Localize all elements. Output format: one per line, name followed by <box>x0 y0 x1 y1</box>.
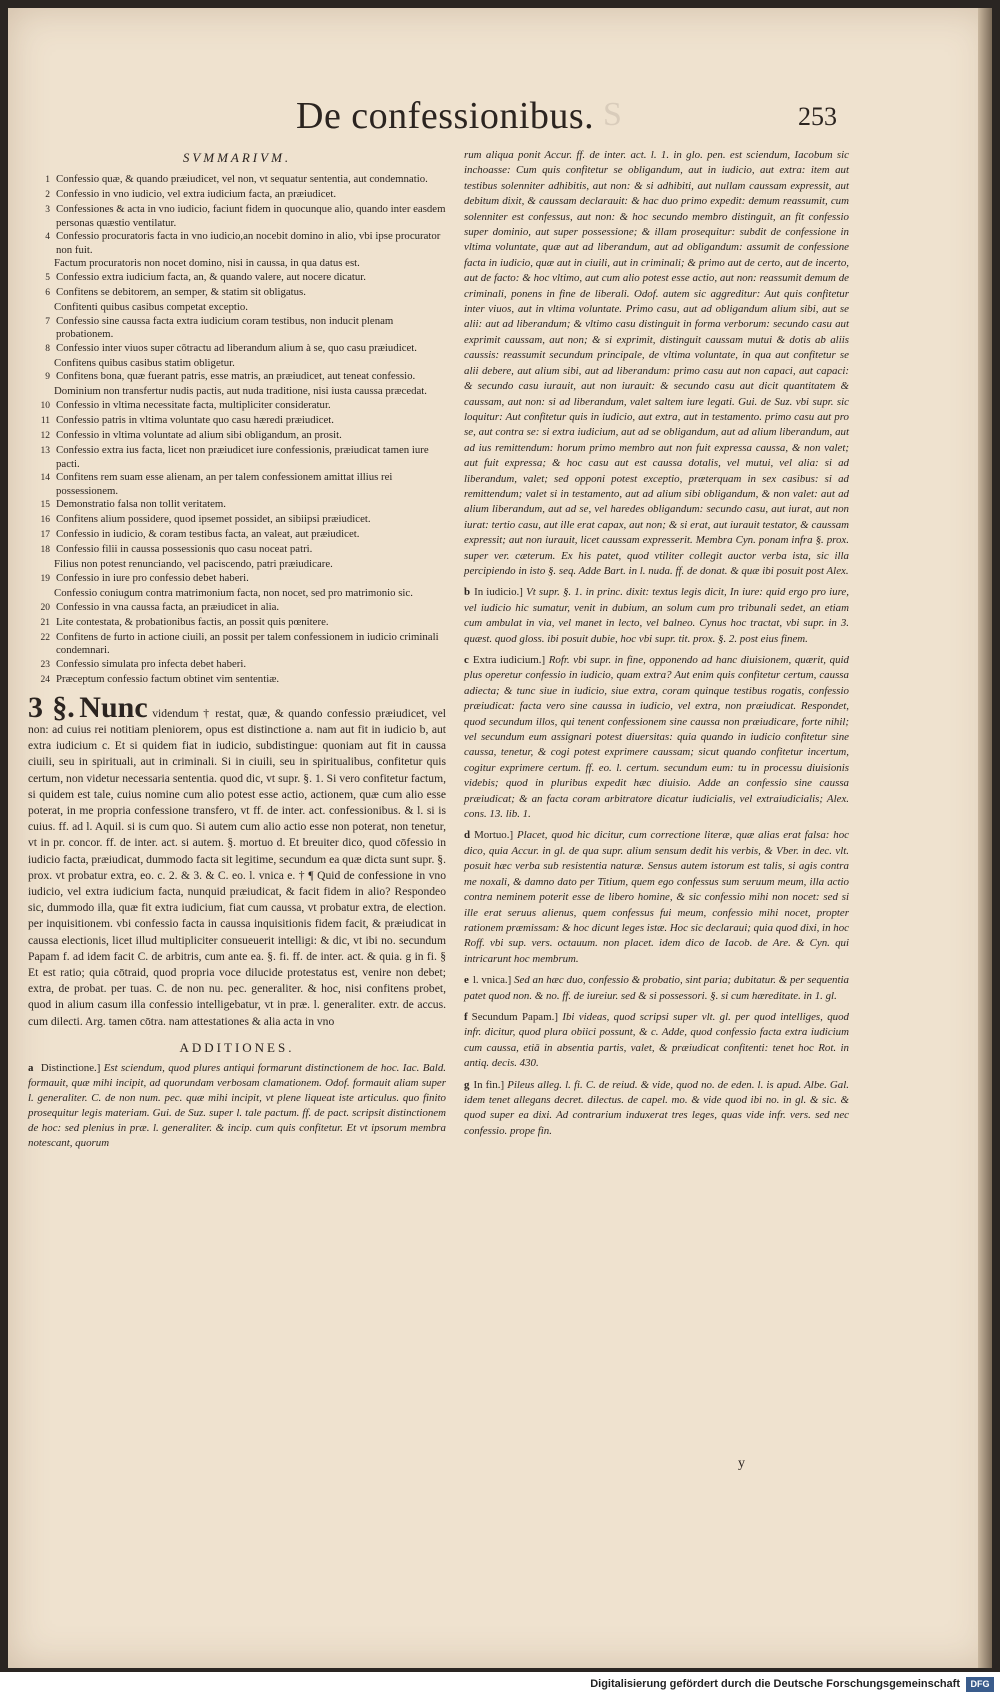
summary-item-number: 5 <box>45 272 50 283</box>
right-column <box>464 148 849 1139</box>
summary-item-number: 10 <box>40 400 50 411</box>
summary-item-text: Demonstratio falsa non tollit veritatem. <box>56 498 227 511</box>
summary-item-text: Confessio procuratoris facta in vno iudicio,an nocebit domino in alio, vbi ipse procurator non fuit. <box>56 230 441 256</box>
page-number: 253 <box>798 102 837 131</box>
summary-item-number: 13 <box>40 445 50 456</box>
summary-item-text: Confitens bona, quæ fuerant patris, esse matris, an præiudicet, aut teneat confessio. <box>56 370 416 383</box>
summary-item-number: 7 <box>45 316 50 327</box>
summary-title: SVMMARIVM. <box>182 150 292 165</box>
summary-item <box>28 286 446 301</box>
summary-item-number: 2 <box>45 190 50 200</box>
summary-item <box>28 498 446 513</box>
summary-subitem: Confessio coniugum contra matrimonium facta, non nocet, sed pro matrimonio sic. <box>54 586 413 599</box>
summary-item-text: Confitens alium possidere, quod ipsemet possidet, an sibiipsi præiudicet. <box>56 513 371 526</box>
summary-item <box>28 658 446 673</box>
page-header <box>8 92 992 142</box>
summary-item-text: Confessio quæ, & quando præiudicet, vel non, vt sequatur sententia, aut condemnatio. <box>56 173 428 185</box>
summary-item-text: Lite contestata, & probationibus factis, an possit quis pœnitere. <box>56 615 329 628</box>
page-title: De confessionibus. <box>296 95 595 137</box>
summary-item <box>28 601 446 616</box>
addition-note <box>28 1061 446 1151</box>
summary-item-text: Confessio in iure pro confessio debet haberi. <box>56 571 249 584</box>
summary-item-number: 3 <box>45 205 50 215</box>
footer-bar <box>0 1672 1000 1699</box>
note-text: Vt supr. §. 1. in princ. dixit: textus legis dicit, In iure: quid ergo pro iure, vel iudicio hic sumatur, venit in dubium, an solum cum pro tribunali sedet, an etiam cum ambulat in via, vel manet in lecto, vel balneo. Cynus hoc tractat, vbi supr. in 3. quæst. quod gloss. ibi posuit dubie, hoc vbi supr. tit. prox. §. 2. post eius finem. <box>464 586 849 645</box>
summary-item <box>28 414 446 429</box>
note-lemma: Distinctione.] <box>40 1061 101 1074</box>
note-lemma: In fin.] <box>473 1078 505 1091</box>
summary-subitem: Factum procuratoris non nocet domino, nisi in caussa, in qua datus est. <box>54 257 360 270</box>
summary-item <box>28 631 446 658</box>
note-lemma: Mortuo.] <box>474 829 514 842</box>
opening-word: Nunc <box>79 690 148 724</box>
note-lemma: Secundum Papam.] <box>471 1010 558 1023</box>
note-marker: a <box>28 1061 34 1074</box>
main-body: videndum † restat, quæ, & quando confessio præiudicet, vel non: ad cuius rei notitiam pleniorem, opus est distinctione a. nam aut fit in iudicio b, aut extra iudicium c. Et si quidem fiat in iudicio, subdistingue: quoniam aut fit in caussa ciuili, seu in spirituali, aut in criminali. Si in ciuili, seu in spiritualibus, confitetur quis certum, non videtur necessaria sententia. quod dic, vt supr. §. 1. Si vero confitetur factum, si quidem est tale, cuius nomine cum alio potest esse actio, actionem, quæ cum alio esse poterat, in me propria confessione transfero, vt ff. de inter. act. confessionibus. & l. si is cuius. ff. ad l. Aquil. si is cum quo. Si autem cum alio actio esse non poterat, non tenetur, vt in pr. concor. ff. de inter. act. si autem. §. mortuo d. Et breuiter dico, quod cōfessio in iudicio facta, præiudicat, dummodo facta sit legitime, secundum ea quæ dicta sunt supr. §. prox. vt probatur extra, eo. c. 2. & 3. & C. eo. l. vnica e. † ¶ Quid de confessione in vno iudicio, vel extra iudicium facta, nunquid præiudicat, & facit fidem in alio? Respondeo sic, dummodo illa, quæ fit extra iudicium, fiat cum caussa, vt probatur extra, de election. per inquisitionem. vbi confessio facta in caussa inquisitionis fidem facit, & præiudicat in caussa electionis, licet illud multipliciter consueuerit intelligi: & dic, vt ibi no. secundum Papam f. ad idem facit C. de arbitris, cum ante ea. §. fi. ff. de inter. act. & quia. g in fi. § Et est ratio; quia cōtraid, quod propria voce dilucide protestatus est, venire non debet; extra, de probat. per tuas. C. de non nu. pec. generaliter. & hoc, nisi confitens probet, quod in alium casum illa confessio intelligebatur, vt in præ. l. generaliter. extr. de accus. cum dilecti. Arg. tamen cōtra. nam attestationes & alia acta in vno <box>28 706 446 1028</box>
summary-item-number: 19 <box>40 573 50 584</box>
summary-list <box>28 173 446 688</box>
summary-subitem: Confitens quibus casibus statim obligetur. <box>54 356 235 369</box>
summary-item <box>28 429 446 444</box>
summary-item-text: Confessio inter viuos super cōtractu ad liberandum alium à se, quo casu præiudicet. <box>56 341 418 354</box>
book-spine <box>978 8 992 1668</box>
note-marker: g <box>464 1078 470 1091</box>
summary-item-text: Confessio in vno iudicio, vel extra iudicium facta, an præiudicet. <box>56 188 337 200</box>
summary-item <box>28 271 446 286</box>
summary-item-text: Confessio filii in caussa possessionis quo casu noceat patri. <box>56 543 313 556</box>
commentary-note <box>464 1010 849 1072</box>
summary-item-number: 4 <box>45 232 50 243</box>
summary-item-number: 17 <box>40 530 50 541</box>
summary-item-number: 12 <box>40 430 50 441</box>
summary-item-number: 11 <box>40 415 50 426</box>
summary-item-number: 6 <box>45 287 50 298</box>
summary-item <box>28 230 446 257</box>
summary-item-text: Confessiones & acta in vno iudicio, faciunt fidem in quocunque alio, quando inter easdem personas quæstio ventilatur. <box>56 203 446 229</box>
summary-item <box>28 342 446 357</box>
summary-item-text: Confitens rem suam esse alienam, an per talem confessionem amittat illius rei possessionem. <box>56 471 393 497</box>
summary-item-number: 23 <box>40 659 50 670</box>
dfg-logo: DFG <box>966 1677 994 1692</box>
summary-item-text: Confessio patris in vltima voluntate quo casu hæredi præiudicet. <box>56 413 334 426</box>
note-text: Pileus alleg. l. fi. C. de reiud. & vide, quod no. de eden. l. is apud. Albe. Gal. idem tenet allegans decret. dilectus. de capel. mo. & vide quod ibi no. in gl. & sic. & quod super ea dixi. Ad contrarium induxerat tres leges, quas vide infr. vers. sed nec confessio. prope fin. <box>464 1078 849 1137</box>
summary-item-number: 9 <box>45 372 50 383</box>
note-marker: b <box>464 586 471 599</box>
note-lemma: Extra iudicium.] <box>472 654 546 666</box>
summary-item-text: Præceptum confessio factum obtinet vim sententiæ. <box>56 672 280 685</box>
summary-item-text: Confessio extra iudicium facta, an, & quando valere, aut nocere dicatur. <box>56 270 366 283</box>
main-text <box>28 690 446 1030</box>
summary-item <box>28 543 446 558</box>
summary-item-number: 8 <box>45 343 50 354</box>
section-mark: 3 §. <box>28 690 75 724</box>
note-marker: c <box>464 654 469 666</box>
summary-item-number: 24 <box>40 674 50 685</box>
note-text: Est sciendum, quod plures antiqui formarunt distinctionem de hoc. Iac. Bald. formauit, quæ mihi incipit, ad quorundam verbosam clamationem. Odof. formauit aliam super l. generaliter. C. de non num. pec. quæ mihi incipit, vt plene liqueat iste articulus. quo finito prosequitur legis materiam. Gui. de Suz. super l. tale pactum. ff. de pact. scripsit distinctionem de hoc: sed plenius in præ. l. generaliter. & incip. cum quis confitetur. Et vt ipsorum membra notescant, quorum <box>28 1061 446 1149</box>
summary-item-number: 22 <box>40 632 50 643</box>
note-text: Ibi videas, quod scripsi super vlt. gl. per quod intelliges, quod infr. dicitur, quod plura obiici possunt, & c. Adde, quod confessio facta extra iudicium cum caussa, etiā in absentia partis, valet, & præiudicat confitenti: tenet hoc Rot. in antiq. decis. 430. <box>464 1010 849 1070</box>
summary-item-number: 14 <box>40 473 50 484</box>
summary-item-number: 21 <box>40 617 50 628</box>
summary-item <box>28 471 446 498</box>
note-lemma: In iudicio.] <box>474 586 523 599</box>
notes-list <box>464 585 849 1139</box>
commentary-note <box>464 828 849 967</box>
summary-item-number: 20 <box>40 602 50 613</box>
summary-item-number: 15 <box>40 500 50 511</box>
summary-item <box>28 370 446 385</box>
summary-item-text: Confessio extra ius facta, licet non præiudicet iure confessionis, præiudicat tamen iure pacti. <box>56 443 429 470</box>
summary-item <box>28 616 446 631</box>
summary-item-text: Confessio simulata pro infecta debet haberi. <box>56 657 247 670</box>
note-marker: e <box>464 974 469 987</box>
signature-mark: y <box>738 1456 745 1471</box>
summary-subitem: Dominium non transfertur nudis pactis, aut nuda traditione, nisi iusta caussa præcedat. <box>54 385 428 398</box>
commentary-note <box>464 585 849 647</box>
summary-item-text: Confitens de furto in actione ciuili, an possit per talem confessionem in iudicio criminali condemnari. <box>56 630 439 657</box>
summary-item <box>28 203 446 230</box>
summary-item-text: Confessio in vltima necessitate facta, multipliciter consideratur. <box>56 398 331 411</box>
summary-subitem: Filius non potest renunciando, vel paciscendo, patri præiudicare. <box>54 558 333 571</box>
summary-item <box>28 673 446 688</box>
book-page <box>8 8 992 1668</box>
footer-credit: Digitalisierung gefördert durch die Deutsche Forschungsgemeinschaft <box>590 1678 960 1690</box>
note-marker: d <box>464 829 471 842</box>
additions-title: ADDITIONES. <box>179 1039 295 1055</box>
summary-item <box>28 315 446 342</box>
bleed-through-letter: S <box>603 96 622 133</box>
summary-item <box>28 173 446 188</box>
summary-item <box>28 444 446 471</box>
summary-item-text: Confessio sine caussa facta extra iudicium coram testibus, non inducit plenam probationem. <box>56 314 394 341</box>
commentary-note <box>464 1078 849 1140</box>
summary-item-number: 18 <box>40 545 50 556</box>
summary-item <box>28 572 446 587</box>
summary-subitem: Confitenti quibus casibus competat exceptio. <box>54 300 249 313</box>
summary-item <box>28 528 446 543</box>
note-text: Placet, quod hic dicitur, cum correctione literæ, quæ alias erat falsa: hoc dico, quia Accur. in gl. de qua supr. alium sensum dedit his verbis, & Vber. in dec. vlt. posuit hæc verba sub resistentia naturæ. Sensus autem istorum est talis, si agis contra me noxali, & damno dato per Titium, quem ego confessus sum seruum meum, illa actio contra neminem poterit esse de libero homine, & sic confessio mihi non nocet: sed si ille erat seruus alienus, quem confessus fui meum, confessio mihi nocet, propter rationem præmissam: & hoc dicunt leges istæ. Hoc sic declaraui; quia quod dixi, in hoc Roff. vbi sup. vers. octauum. non placet. idem dico de Iacob. de Are. & Cyn. qui intricarunt hoc membrum. <box>464 829 849 965</box>
continuation-text: rum aliqua ponit Accur. ff. de inter. act. l. 1. in glo. pen. est sciendum, Iacobum sic inchoasse: Cum quis confitetur se obligandum, aut in iudicio, aut extra: item aut testibus solenniter adhibitis, aut non: & si adhibiti, aut nullam caussam expressit, aut debitum dixit, & caussam declarauit: & hac duo primo expedit: demum reassumit, cum solenniter est confessus, aut non: & hoc secundo membro distinguit, an fit confessio super dominio, aut super possessione; & illam prosequitur: subdit de confessione in vltima voluntate, quæ aut ad liberandum, aut ad obligandum: assumit de confessione facta in iudicio, quæ aut in ciuili, aut in criminali; & primo aut de certo, aut de incerto, aut de facto: & hoc vltimo, aut cum alio potest esse actio, aut non: reassumit demum de criminali, ponens in fine de liberali. Odof. autem sic aggreditur: Aut quis confitetur inter viuos, aut in vltima voluntate. Primo casu, aut ad obligandum alium sibi, aut se alii: aut ad liberandum; & vltimo casu distinguit in forma verborum: secundo casu aut exprimit caussam, aut non; & si exprimit, distinguit caussam mutui & dotis ab aliis caussis: reassumit secundum principale, de vltima voluntate, in qua aut confitetur se alii debere, aut alium sibi, aut ad liberandum: primo casu aut non capaci, aut capaci: & secundo casu iurauit, aut non iurauit: & secundo casu aut dicit quantitatem & caussam, aut non: si ad liberandum, valet saltem iure legati. Gui. de Suz. vbi supr. sic loquitur: Aut confitetur quis in iudicio, aut extra, aut in testamento. primo casu aut pro se, aut contra se: si extra iudicium, aut ad se obligandum, aut ad alium liberandum, aut ad ius remittendum: horum primo membro aut non fuit expressa caussa, & non valet; aut fuit expressa; & hoc casu aut est caussa dotalis, vel mutui, vel alia: si ad liberandum, valet; sed opponi potest exceptio, præterquam in sex casibus: si ad remittendum; valet si in testamento, aut ad alium sibi obligandum, & non valet: aut ad alium liberandum, aut ad se, vel haredes obligandum: secundo casu, aut iurat, aut non iurat: tertio casu, aut ille erat capax, aut non; & si erat, aut iurauit testator, & caussam expressit; aut non iurauit, licet caussam expresserit. Membra Cyn. ponam infra §. prox. super ver. cæterum. Ex his patet, quod vtiliter collegit auctor verba ista, sic illa percipiendo in isto §. seq. Adde Bart. in l. nuda. ff. de donat. & quæ ibi posuit post Alex. <box>464 149 849 577</box>
left-column <box>28 150 446 1151</box>
note-marker: f <box>464 1010 468 1023</box>
summary-item <box>28 188 446 203</box>
commentary-note <box>464 653 849 822</box>
summary-item <box>28 513 446 528</box>
summary-item-number: 16 <box>40 515 50 526</box>
summary-item <box>28 399 446 414</box>
note-lemma: l. vnica.] <box>472 974 512 987</box>
summary-item-text: Confessio in vna caussa facta, an præiudicet in alia. <box>56 600 280 613</box>
summary-item-text: Confitens se debitorem, an semper, & statim sit obligatus. <box>56 285 306 298</box>
summary-item-number: 1 <box>45 175 50 185</box>
note-text: Rofr. vbi supr. in fine, opponendo ad hanc diuisionem, quærit, quid plus operetur confessio in iudicio, quam extra? Aut enim quis confitetur certum, caussa adiecta; & tunc siue in iudicio, siue extra, coram quinque testibus rogatis, confessio præiudicat: facta vero sine caussa in iudicio, vel extra, non præiudicat. Respondet, quod secundum illos, qui tenent confessionem sine caussa non præiudicare, forte nihil; vel secundum eum assignari potest diuersitas: quia quando in iudicio confitetur sine caussa, tenetur, & cogi potest exprimere caussam; sicut quando confitetur incertum, cogitur exprimere certum. ff. eo. l. certum. secundum eum: tu in processu diuisionis videbis; quod in pluribus expedit hæc diuisio. Adde an confessio sine caussa præiudicat; & an facta coram arbitratore dicatur iudicialis, vel extraiudicialis; Alex. cons. 13. lib. 1. <box>464 654 849 821</box>
commentary-note <box>464 973 849 1004</box>
summary-item-text: Confessio in iudicio, & coram testibus facta, an valeat, aut præiudicet. <box>56 528 360 541</box>
summary-item-text: Confessio in vltima voluntate ad alium sibi obligandum, an prosit. <box>56 428 342 441</box>
note-text: Sed an hæc duo, confessio & probatio, sint paria; dubitatur. & per sequentia patet quod non. & no. ff. de iureiur. sed & si possessori. §. si cum hæreditate. in 1. gl. <box>464 974 849 1002</box>
